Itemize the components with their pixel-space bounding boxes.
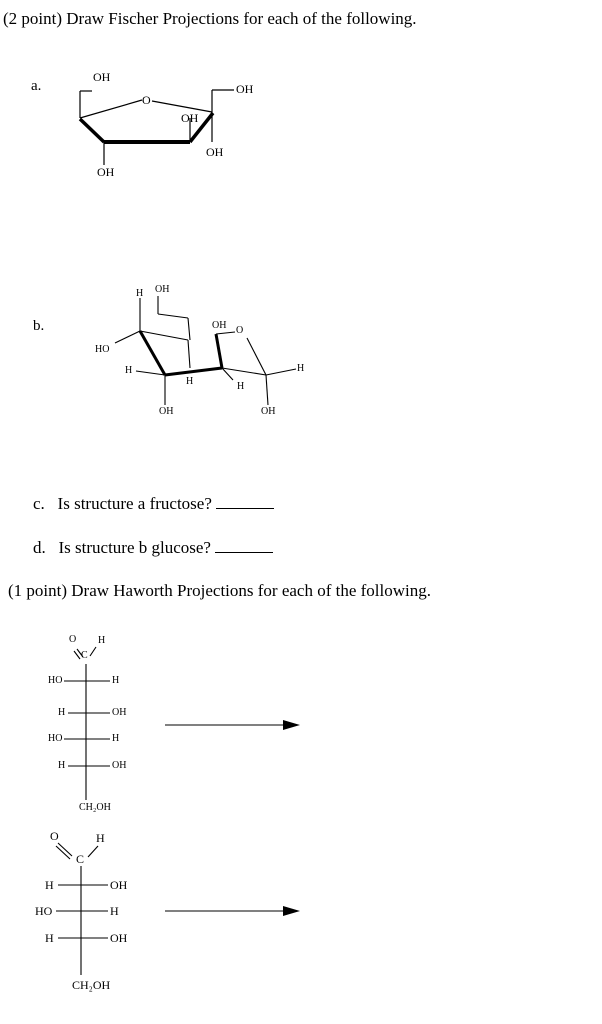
s1-carbonyl-c: C <box>81 650 88 661</box>
s1-row1-right: H <box>112 675 120 686</box>
b-h-mid-2: H <box>237 381 245 392</box>
b-ring-oxygen: O <box>236 325 244 336</box>
question-c-text: Is structure a fructose? <box>57 494 212 513</box>
b-ho-left: HO <box>95 344 110 355</box>
b-h-mid-1: H <box>186 376 194 387</box>
a-oh-top-right: OH <box>236 82 254 96</box>
s2-row3-left: H <box>45 931 54 945</box>
part-a-label: a. <box>31 78 42 94</box>
s2-row3-right: OH <box>110 931 128 945</box>
s1-carbonyl-o: O <box>69 634 77 645</box>
s1-row2-right: OH <box>112 707 127 718</box>
s1-row2-left: H <box>58 707 66 718</box>
b-oh-bottom-left: OH <box>159 406 174 417</box>
question-c-label: c. <box>33 494 45 513</box>
s2-carbonyl-h: H <box>96 831 105 845</box>
a-oh-bottom-left: OH <box>97 165 115 179</box>
s1-row3-left: HO <box>48 733 63 744</box>
question-d-label: d. <box>33 538 46 557</box>
s2-carbonyl-c: C <box>76 852 85 866</box>
question-d-text: Is structure b glucose? <box>58 538 211 557</box>
s2-row2-left: HO <box>35 904 53 918</box>
haworth-heading: (1 point) Draw Haworth Projections for each of the following. <box>8 581 431 600</box>
b-oh-bottom-right: OH <box>261 406 276 417</box>
s1-row1-left: HO <box>48 675 63 686</box>
part-b-label: b. <box>33 318 45 334</box>
fischer-heading: (2 point) Draw Fischer Projections for each of the following. <box>3 9 417 28</box>
s2-bottom-ch2oh: CH₂OH <box>72 978 111 992</box>
a-oh-top-left: OH <box>93 70 111 84</box>
b-h-far-right: H <box>297 363 305 374</box>
b-h-top: H <box>136 288 144 299</box>
a-oh-ring: OH <box>181 111 199 125</box>
a-oh-bottom-right: OH <box>206 145 224 159</box>
s2-carbonyl-o: O <box>50 829 59 843</box>
s2-row2-right: H <box>110 904 119 918</box>
s1-bottom-ch2oh: CH₂OH <box>79 802 111 813</box>
b-oh-right: OH <box>212 320 227 331</box>
b-h-left: H <box>125 365 133 376</box>
a-ring-oxygen: O <box>142 93 151 107</box>
b-oh-top: OH <box>155 284 170 295</box>
s1-row4-left: H <box>58 760 66 771</box>
s1-carbonyl-h: H <box>98 635 106 646</box>
s2-row1-right: OH <box>110 878 128 892</box>
s1-row4-right: OH <box>112 760 127 771</box>
arrow-head-2 <box>283 906 300 916</box>
s1-row3-right: H <box>112 733 120 744</box>
s2-row1-left: H <box>45 878 54 892</box>
